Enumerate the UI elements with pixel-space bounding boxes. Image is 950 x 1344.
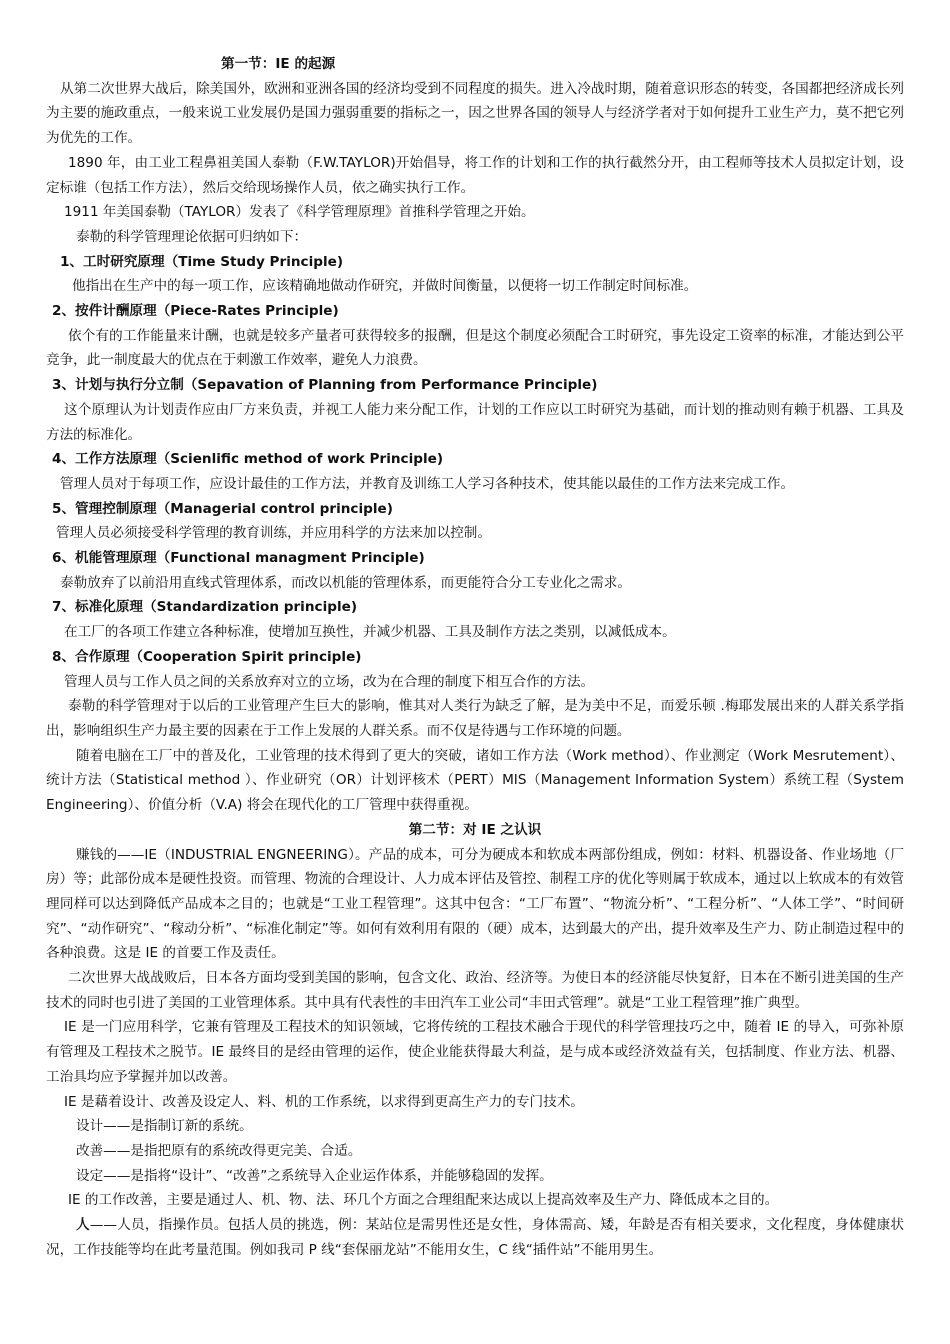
principle-body-1: 他指出在生产中的每一项工作，应该精确地做动作研究，并做时间衡量，以便将一切工作制定时间标准。 (72, 278, 698, 295)
paragraph: 赚钱的——IE（INDUSTRIAL ENGNEERING）。产品的成本，可分为硬成本和软成本两部份组成，例如：材料、机器设备、作业场地（厂房）等；此部份成本是硬性投资。而管理、物流的合理设计、人力成本评估及管控、制程工序的优化等则属于软成本，通过以上软成本的有效管理同样可以达到降低产品成本之目的；也就是“工业工程管理”。这其中包含：“工厂布置”、“物流分析”、“工程分析”、“人体工学”、“时间研究”、“动作研究”、“稼动分析”、“标准化制定”等。如何有效利用有限的（硬）成本，达到最大的产出，提升效率及生产力、防止制造过程中的各种浪费。这是 IE 的首要工作及责任。 (46, 846, 905, 962)
paragraph: 设计——是指制订新的系统。 (76, 1118, 253, 1135)
principle-title-1: 1、工时研究原理（Time Study Principle) (60, 253, 344, 270)
paragraph: 1890 年，由工业工程鼻祖美国人泰勒（F.W.TAYLOR)开始倡导，将工作的计划和工作的执行截然分开，由工程师等技术人员拟定计划，设定标谁（包括工作方法），然后交给现场操作人员，依之确实执行工作。 (46, 154, 904, 196)
principle-body-6: 泰勒放弃了以前沿用直线式管理体系，而改以机能的管理体系，而更能符合分工专业化之需求。 (60, 574, 631, 591)
paragraph: 改善——是指把原有的系统改得更完美、合适。 (76, 1142, 362, 1159)
paragraph: 泰勒的科学管理对于以后的工业管理产生巨大的影响，惟其对人类行为缺乏了解，是为美中不足，而爱乐顿 .梅耶发展出来的人群关系学指出，影响组织生产力最主要的因素在于工作上发展的人群关系。而不仅是待遇与工作环境的问题。 (46, 698, 904, 739)
principle-title-2: 2、按件计酬原理（Piece-Rates Principle) (52, 303, 339, 320)
principle-body-5: 管理人员必须接受科学管理的教育训练，并应用科学的方法来加以控制。 (56, 525, 491, 542)
paragraph: 从第二次世界大战后，除美国外，欧洲和亚洲各国的经济均受到不同程度的损失。进入冷战时期，随着意识形态的转变，各国都把经济成长列为主要的施政重点，一般来说工业发展仍是国力强弱重要的指标之一，因之世界各国的领导人与经济学者对于如何提升工业生产力，莫不把它列为优先的工作。 (46, 80, 904, 147)
paragraph: 泰勒的科学管理理论依据可归纳如下： (76, 228, 308, 245)
paragraph: IE 的工作改善，主要是通过人、机、物、法、环几个方面之合理组配来达成以上提高效率及生产力、降低成本之目的。 (68, 1192, 779, 1209)
principle-body-3: 这个原理认为计划责作应由厂方来负责，并视工人能力来分配工作，计划的工作应以工时研究为基础，而计划的推动则有赖于机器、工具及方法的标准化。 (46, 401, 904, 443)
paragraph: IE 是一门应用科学，它兼有管理及工程技术的知识领域，它将传统的工程技术融合于现代的科学管理技巧之中，随着 IE 的导入，可弥补原有管理及工程技术之脱节。IE 最终目的是经由管理的运作，使企业能获得最大利益，是与成本或经济效益有关，包括制度、作业方法、机器、工治具均应予掌握并加以改善。 (46, 1019, 904, 1085)
principle-body-8: 管理人员与工作人员之间的关系放弃对立的立场，改为在合理的制度下相互合作的方法。 (64, 673, 595, 690)
principle-body-2: 依个有的工作能量来计酬，也就是较多产量者可获得较多的报酬，但是这个制度必须配合工时研究，事先设定工资率的标准，才能达到公平竞争，此一制度最大的优点在于刺激工作效率，避免人力浪费。 (46, 327, 904, 369)
principle-title-8: 8、合作原理（Cooperation Spirit principle) (52, 648, 362, 665)
paragraph: 1911 年美国泰勒（TAYLOR）发表了《科学管理原理》首推科学管理之开始。 (64, 204, 535, 221)
section2-title: 第二节：对 IE 之认识 (408, 821, 542, 838)
section1-title: 第一节：IE 的起源 (221, 56, 336, 72)
paragraph: IE 是藉着设计、改善及设定人、料、机的工作系统，以求得到更高生产力的专门技术。 (64, 1093, 584, 1110)
principle-body-7: 在工厂的各项工作建立各种标准，使增加互换性，并减少机器、工具及制作方法之类别，以减低成本。 (64, 624, 676, 641)
principle-title-7: 7、标准化原理（Standardization principle) (52, 599, 358, 616)
principle-title-3: 3、计划与执行分立制（Sepavation of Planning from Performance Principle) (52, 377, 598, 394)
principle-title-6: 6、机能管理原理（Functional managment Principle) (52, 550, 425, 567)
paragraph: 二次世界大战战败后，日本各方面均受到美国的影响，包含文化、政治、经济等。为使日本的经济能尽快复舒，日本在不断引进美国的生产技术的同时也引进了美国的工业管理体系。其中具有代表性的丰田汽车工业公司“丰田式管理”。就是“工业工程管理”推广典型。 (46, 970, 904, 1011)
paragraph: 随着电脑在工厂中的普及化，工业管理的技术得到了更大的突破，诸如工作方法（Work method）、作业测定（Work Mesrutement）、统计方法（Statistical method ）、作业研究（OR）计划评核术（PERT）MIS（Management Information System）系统工程（System Engineering）、价值分析（V.A) 将会在现代化的工厂管理中获得重视。 (46, 747, 904, 814)
paragraph-lead: 人 (76, 1217, 90, 1234)
principle-body-4: 管理人员对于每项工作，应设计最佳的工作方法，并教育及训练工人学习各种技术，使其能以最佳的工作方法来完成工作。 (60, 475, 795, 492)
paragraph-text: ——人员，指操作员。包括人员的挑选，例：某站位是需男性还是女性，身体需高、矮，年龄是否有相关要求，文化程度，身体健康状况，工作技能等均在此考量范围。例如我司 P 线“套保丽龙站”不能用女生，C 线“插件站”不能用男生。 (46, 1217, 905, 1258)
paragraph: 设定——是指将“设计”、“改善”之系统导入企业运作体系，并能够稳固的发挥。 (76, 1167, 553, 1184)
principle-title-5: 5、管理控制原理（Managerial control principle) (52, 500, 393, 517)
paragraph (46, 1213, 904, 1262)
principle-title-4: 4、工作方法原理（Scienlific method of work Principle) (52, 451, 444, 468)
document-page (46, 52, 904, 1262)
